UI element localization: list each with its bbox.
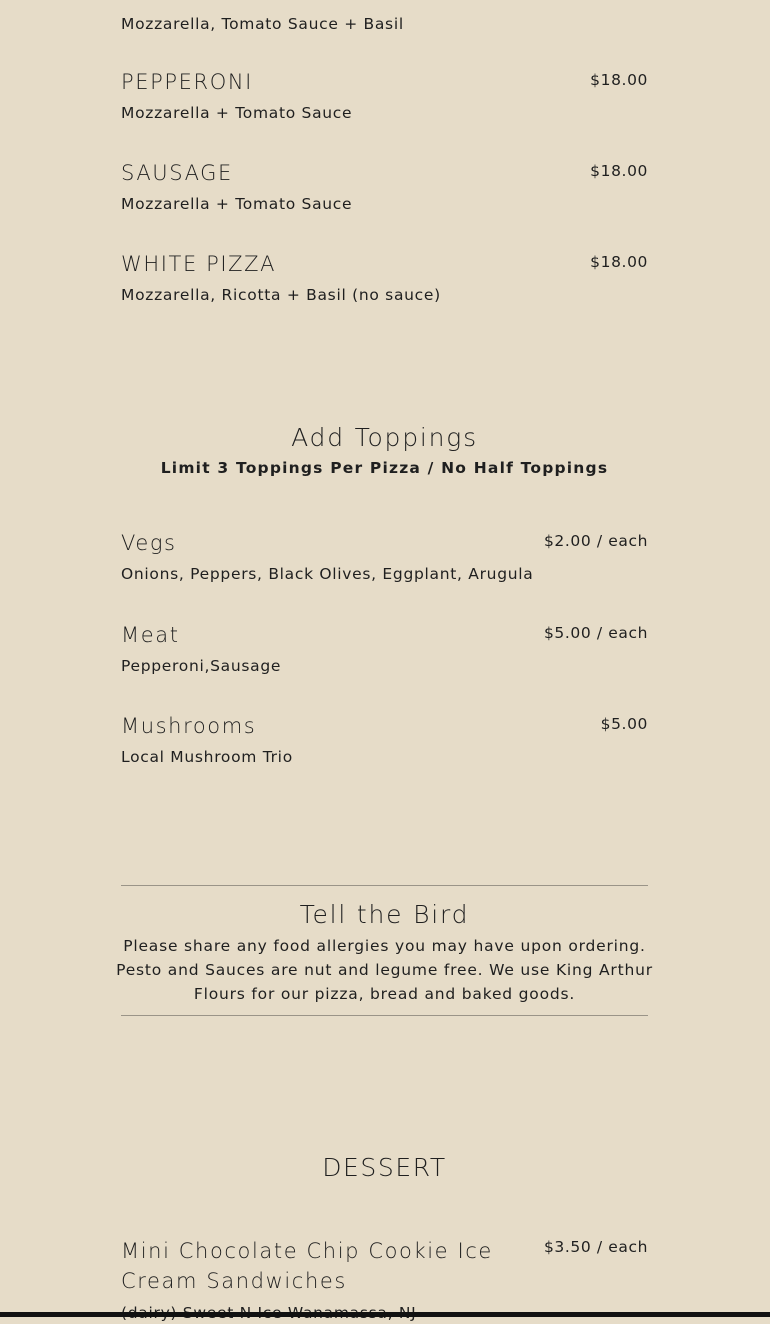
menu-item-name: SAUSAGE — [121, 161, 233, 185]
menu-item-mushrooms — [121, 713, 648, 768]
menu-item-price: $18.00 — [590, 253, 648, 271]
menu-item-description: Local Mushroom Trio — [121, 748, 293, 766]
menu-item-price: $5.00 / each — [543, 624, 648, 642]
section-subtitle-toppings: Limit 3 Toppings Per Pizza / No Half Toppings — [160, 459, 609, 477]
menu-item-name: WHITE PIZZA — [121, 252, 277, 276]
bottom-edge-bar — [0, 1312, 770, 1317]
menu-item-cookie-sandwiches — [121, 1236, 648, 1324]
menu-item-name: Mushrooms — [121, 714, 257, 738]
menu-item-description: Mozzarella + Tomato Sauce — [121, 195, 353, 213]
menu-item-pepperoni — [121, 69, 648, 124]
menu-item-name: Mini Chocolate Chip Cookie Ice Cream Sandwiches — [121, 1239, 493, 1293]
menu-item-name: Vegs — [121, 531, 177, 555]
menu-item-price: $3.50 / each — [543, 1238, 648, 1256]
menu-item-price: $2.00 / each — [543, 532, 648, 550]
menu-item-name: PEPPERONI — [121, 70, 253, 94]
menu-item-price: $18.00 — [590, 71, 648, 89]
menu-item-description: Pepperoni,Sausage — [121, 657, 282, 675]
section-title-dessert: DESSERT — [322, 1153, 447, 1182]
menu-item-white-pizza — [121, 251, 648, 306]
menu-item-description: Mozzarella + Tomato Sauce — [121, 104, 353, 122]
menu-item-description: Mozzarella, Tomato Sauce + Basil — [121, 15, 404, 33]
divider — [121, 885, 648, 886]
menu-item-name: Meat — [121, 623, 180, 647]
notice-title: Tell the Bird — [299, 900, 470, 929]
menu-item-vegs — [121, 530, 648, 585]
divider — [121, 1015, 648, 1016]
section-title-toppings: Add Toppings — [291, 423, 478, 452]
menu-item-sausage — [121, 160, 648, 215]
menu-item-price: $5.00 — [600, 715, 648, 733]
menu-item-price: $18.00 — [590, 162, 648, 180]
menu-item-meat — [121, 622, 648, 677]
notice-text: Please share any food allergies you may have upon ordering. Pesto and Sauces are nut and legume free. We use King Arthur Flours for our pizza, bread and baked goods. — [116, 937, 653, 1003]
menu-item-description: Onions, Peppers, Black Olives, Eggplant, Arugula — [121, 565, 534, 583]
menu-item-description: Mozzarella, Ricotta + Basil (no sauce) — [121, 286, 441, 304]
